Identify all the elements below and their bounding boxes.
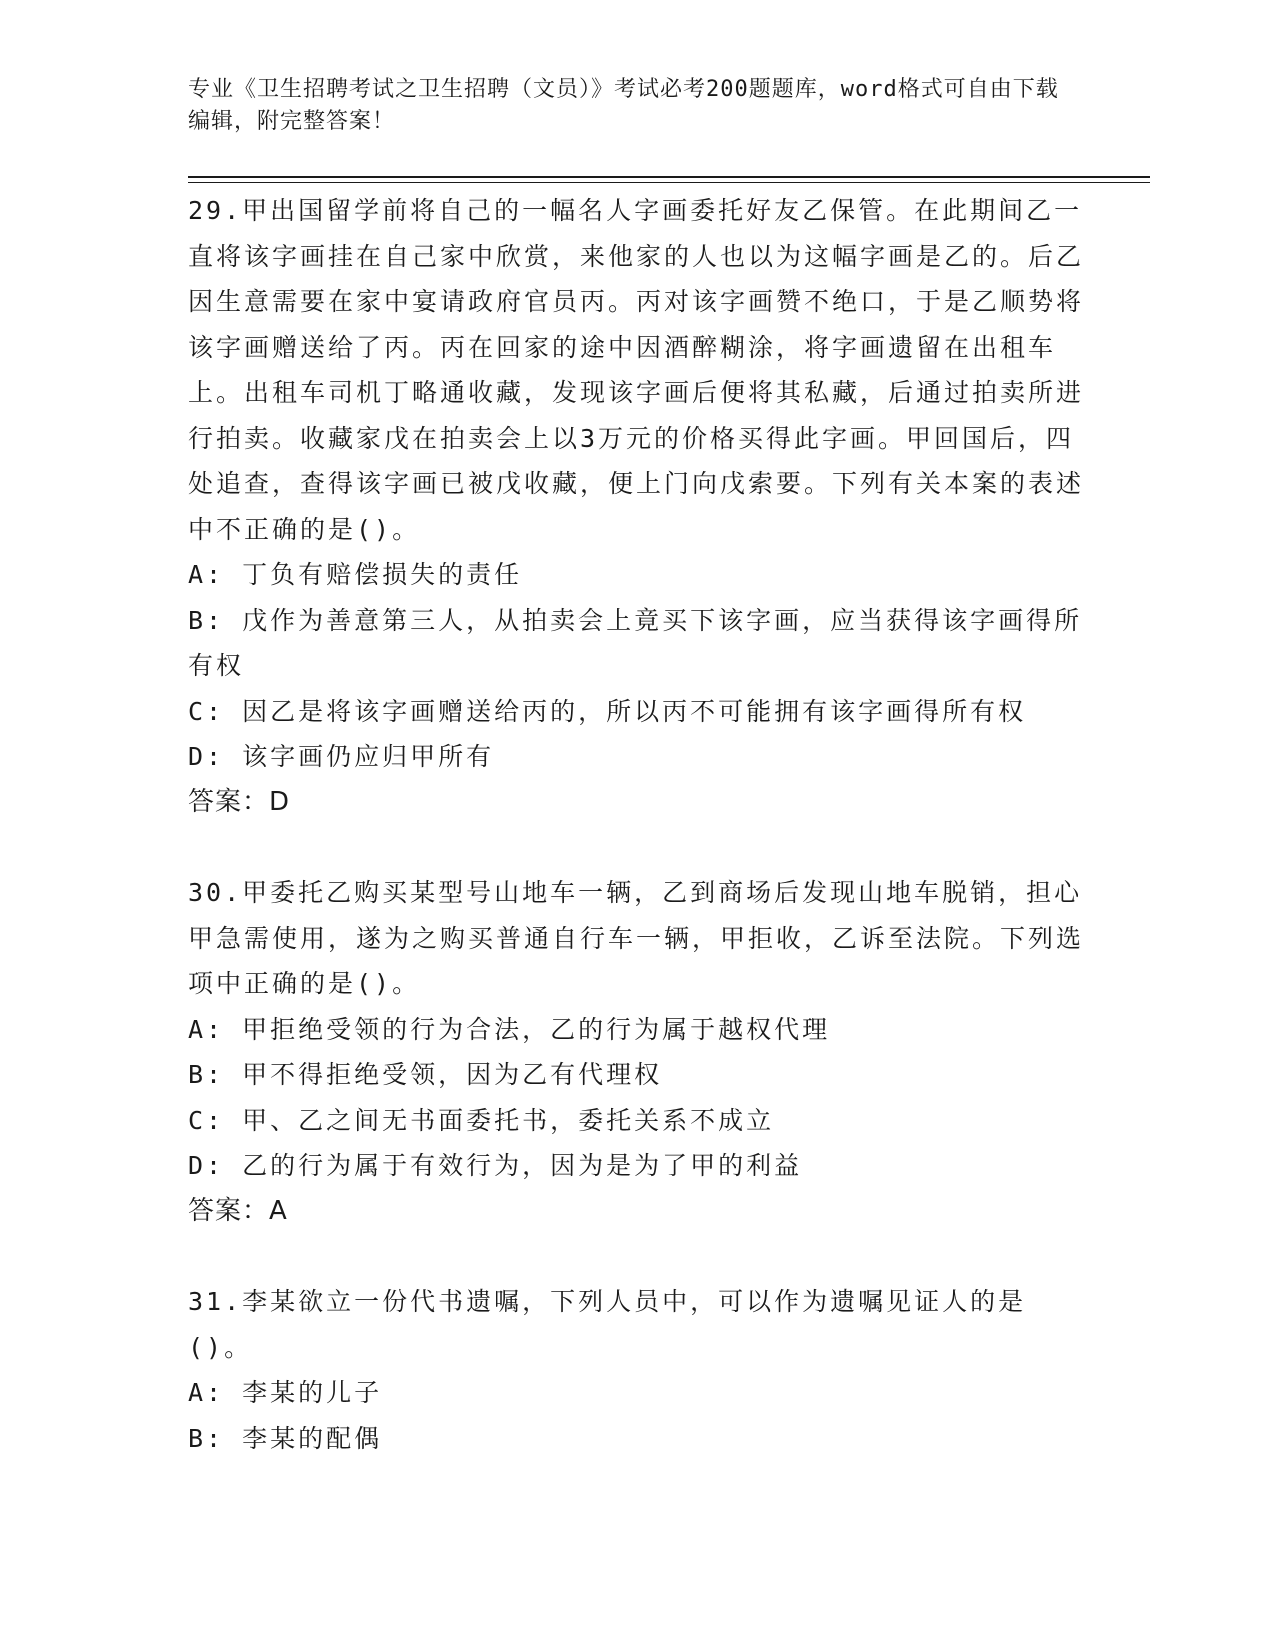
- header-divider-thick: [188, 176, 1150, 178]
- answer: 答案：A: [188, 1195, 288, 1226]
- answer: 答案：D: [188, 786, 291, 817]
- option-c: C: 因乙是将该字画赠送给丙的，所以丙不可能拥有该字画得所有权: [188, 696, 1027, 726]
- question-31: [188, 1279, 1088, 1461]
- question-spacer: [188, 825, 1088, 870]
- option-a: A: 甲拒绝受领的行为合法，乙的行为属于越权代理: [188, 1014, 831, 1044]
- option-b: B: 戊作为善意第三人，从拍卖会上竟买下该字画，应当获得该字画得所有权: [188, 605, 1083, 680]
- option-a: A: 李某的儿子: [188, 1378, 383, 1407]
- document-header: 专业《卫生招聘考试之卫生招聘（文员）》考试必考200题题库，word格式可自由下载编辑，附完整答案！: [188, 77, 1059, 134]
- option-c: C: 甲、乙之间无书面委托书，委托关系不成立: [188, 1105, 775, 1135]
- question-list: [188, 188, 1088, 1461]
- option-a: A: 丁负有赔偿损失的责任: [188, 560, 523, 589]
- question-29: [188, 188, 1088, 825]
- question-30: [188, 870, 1088, 1234]
- option-b: B: 李某的配偶: [188, 1423, 383, 1453]
- question-text: 31.李某欲立一份代书遗嘱，下列人员中，可以作为遗嘱见证人的是()。: [188, 1287, 1027, 1362]
- question-spacer: [188, 1234, 1088, 1279]
- header-divider-thin: [188, 182, 1150, 183]
- option-d: D: 该字画仍应归甲所有: [188, 742, 495, 771]
- question-text: 30.甲委托乙购买某型号山地车一辆，乙到商场后发现山地车脱销，担心甲急需使用，遂为之购买普通自行车一辆，甲拒收，乙诉至法院。下列选项中正确的是()。: [188, 878, 1085, 998]
- option-d: D: 乙的行为属于有效行为，因为是为了甲的利益: [188, 1151, 803, 1180]
- option-b: B: 甲不得拒绝受领，因为乙有代理权: [188, 1060, 663, 1089]
- question-text: 29.甲出国留学前将自己的一幅名人字画委托好友乙保管。在此期间乙一直将该字画挂在自己家中欣赏，来他家的人也以为这幅字画是乙的。后乙因生意需要在家中宴请政府官员丙。丙对该字画赞不绝口，于是乙顺势将该字画赠送给了丙。丙在回家的途中因酒醉糊涂，将字画遗留在出租车上。出租车司机丁略通收藏，发现该字画后便将其私藏，后通过拍卖所进行拍卖。收藏家戊在拍卖会上以3万元的价格买得此字画。甲回国后，四处追查，查得该字画已被戊收藏，便上门向戊索要。下列有关本案的表述中不正确的是()。: [188, 196, 1085, 544]
